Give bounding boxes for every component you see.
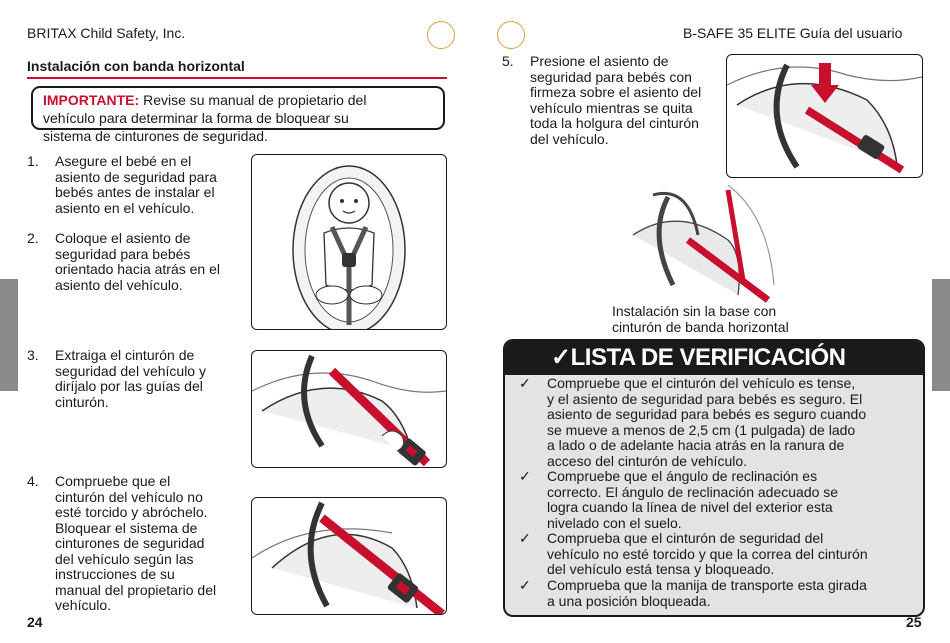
step-1-line-2: asiento de seguridad para — [55, 168, 217, 185]
checklist-item-2-line-1: Compruebe que el ángulo de reclinación es — [547, 468, 818, 484]
step-3-line-3: diríjalo por las guías del — [55, 378, 203, 394]
step-2-line-3: orientado hacia atrás en el — [55, 261, 220, 277]
checklist-item-1-line-5: a lado o de adelante hacia atrás en la ranura de — [547, 437, 845, 454]
checklist-item-1 — [519, 376, 914, 470]
important-text-line-1: Revise su manual de propietario del — [143, 92, 367, 108]
checklist-item-3-line-2: vehículo no esté torcido y que la correa del cinturón — [547, 545, 868, 562]
checklist-item-1-line-4: se mueve a menos de 2,5 cm (1 pulgada) de lado — [547, 421, 856, 438]
step-5-line-4: vehículo mientras se quita — [530, 99, 693, 116]
step-4-line-9: vehículo. — [55, 597, 112, 613]
checklist-item-4 — [519, 578, 914, 610]
checklist-item-2-line-3: logra cuando la línea de nivel del exterior esta — [547, 499, 833, 516]
step-number: 1. — [27, 153, 39, 169]
caption-line-1: Instalación sin la base con — [612, 303, 777, 319]
check-icon: ✓ — [519, 375, 531, 391]
install-without-base-illustration — [628, 185, 778, 303]
checklist-title: ✓LISTA DE VERIFICACIÓN — [505, 341, 923, 375]
step-3-line-1: Extraiga el cinturón de — [55, 347, 195, 363]
checklist-item-4-line-1: Comprueba que la manija de transporte esta girada — [547, 577, 867, 593]
baby-in-seat-illustration — [251, 154, 447, 330]
right-page-header: B-SAFE 35 ELITE Guía del usuario — [683, 25, 903, 41]
step-number: 2. — [27, 230, 39, 246]
step-1-line-3: bebés antes de instalar el — [55, 184, 215, 200]
step-3-line-4: cinturón. — [55, 393, 109, 410]
step-3 — [27, 348, 242, 412]
left-page-tab — [0, 279, 18, 391]
checklist-item-3-line-3: del vehículo está tensa y bloqueado. — [547, 561, 775, 578]
step-2-line-1: Coloque el asiento de — [55, 230, 191, 246]
check-icon: ✓ — [519, 468, 531, 484]
step-1-line-1: Asegure el bebé en el — [55, 153, 192, 169]
page-marker-circle-right — [497, 21, 525, 49]
section-divider — [27, 77, 447, 79]
step-4-line-5: cinturones de seguridad — [55, 535, 205, 551]
left-page-number: 24 — [27, 614, 43, 630]
press-seat-illustration — [726, 54, 923, 178]
right-page-number: 25 — [906, 614, 922, 630]
checklist-item-2-line-4: nivelado con el suelo. — [547, 514, 682, 531]
checklist-item-2-line-2: correcto. El ángulo de reclinación adecuado se — [547, 483, 839, 500]
checklist-item-1-line-6: acceso del cinturón de vehículo. — [547, 452, 748, 469]
caption-line-2: cinturón de banda horizontal — [612, 319, 789, 335]
checklist-item-4-line-2: a una posición bloqueada. — [547, 592, 711, 609]
page-marker-circle-left — [427, 21, 455, 49]
step-3-line-2: seguridad del vehículo y — [55, 362, 206, 379]
step-number: 3. — [27, 347, 39, 363]
checklist-item-1-line-3: asiento de seguridad para bebés es seguro cuando — [547, 406, 867, 423]
step-4-line-1: Compruebe que el — [55, 473, 171, 489]
step-2 — [27, 231, 242, 295]
section-title: Instalación con banda horizontal — [27, 58, 245, 74]
step-5-line-1: Presione el asiento de — [530, 53, 669, 69]
step-2-line-4: asiento del vehículo. — [55, 276, 183, 293]
right-page-tab — [932, 279, 950, 391]
step-5-line-2: seguridad para bebés con — [530, 68, 692, 85]
step-5-line-6: del vehículo. — [530, 130, 609, 147]
important-text-line-3: sistema de cinturones de seguridad. — [43, 128, 268, 144]
checklist-item-1-line-2: y el asiento de seguridad para bebés es seguro. El — [547, 390, 863, 407]
important-notice-box — [31, 86, 445, 144]
belt-routing-illustration — [251, 350, 447, 468]
step-2-line-2: seguridad para bebés — [55, 245, 191, 262]
illustration-caption — [612, 303, 789, 335]
step-5-line-3: firmeza sobre el asiento del — [530, 84, 702, 100]
checklist-item-3 — [519, 531, 914, 579]
step-4-line-6: del vehículo según las — [55, 550, 194, 567]
step-number: 5. — [502, 53, 514, 69]
step-4-line-7: instrucciones de su — [55, 566, 175, 582]
checklist-item-2 — [519, 469, 914, 532]
step-4-line-2: cinturón del vehículo no — [55, 488, 203, 505]
step-5 — [502, 54, 724, 150]
step-1 — [27, 154, 242, 218]
step-4-line-4: Bloquear el sistema de — [55, 519, 198, 536]
left-page-header: BRITAX Child Safety, Inc. — [27, 25, 186, 41]
check-icon: ✓ — [519, 577, 531, 593]
step-number: 4. — [27, 473, 39, 489]
step-5-line-5: toda la holgura del cinturón — [530, 115, 699, 131]
checklist-box — [503, 339, 925, 617]
buckled-belt-illustration — [251, 497, 447, 615]
checklist-item-1-line-1: Compruebe que el cinturón del vehículo es tense, — [547, 375, 856, 391]
important-text-line-2: vehículo para determinar la forma de bloquear su — [43, 110, 349, 126]
step-1-line-4: asiento en el vehículo. — [55, 199, 195, 216]
checklist-item-3-line-1: Comprueba que el cinturón de seguridad del — [547, 530, 824, 546]
step-4 — [27, 474, 242, 614]
important-label: IMPORTANTE: — [43, 92, 140, 108]
step-4-line-8: manual del propietario del — [55, 581, 217, 598]
step-4-line-3: esté torcido y abróchelo. — [55, 504, 208, 520]
check-icon: ✓ — [519, 530, 531, 546]
